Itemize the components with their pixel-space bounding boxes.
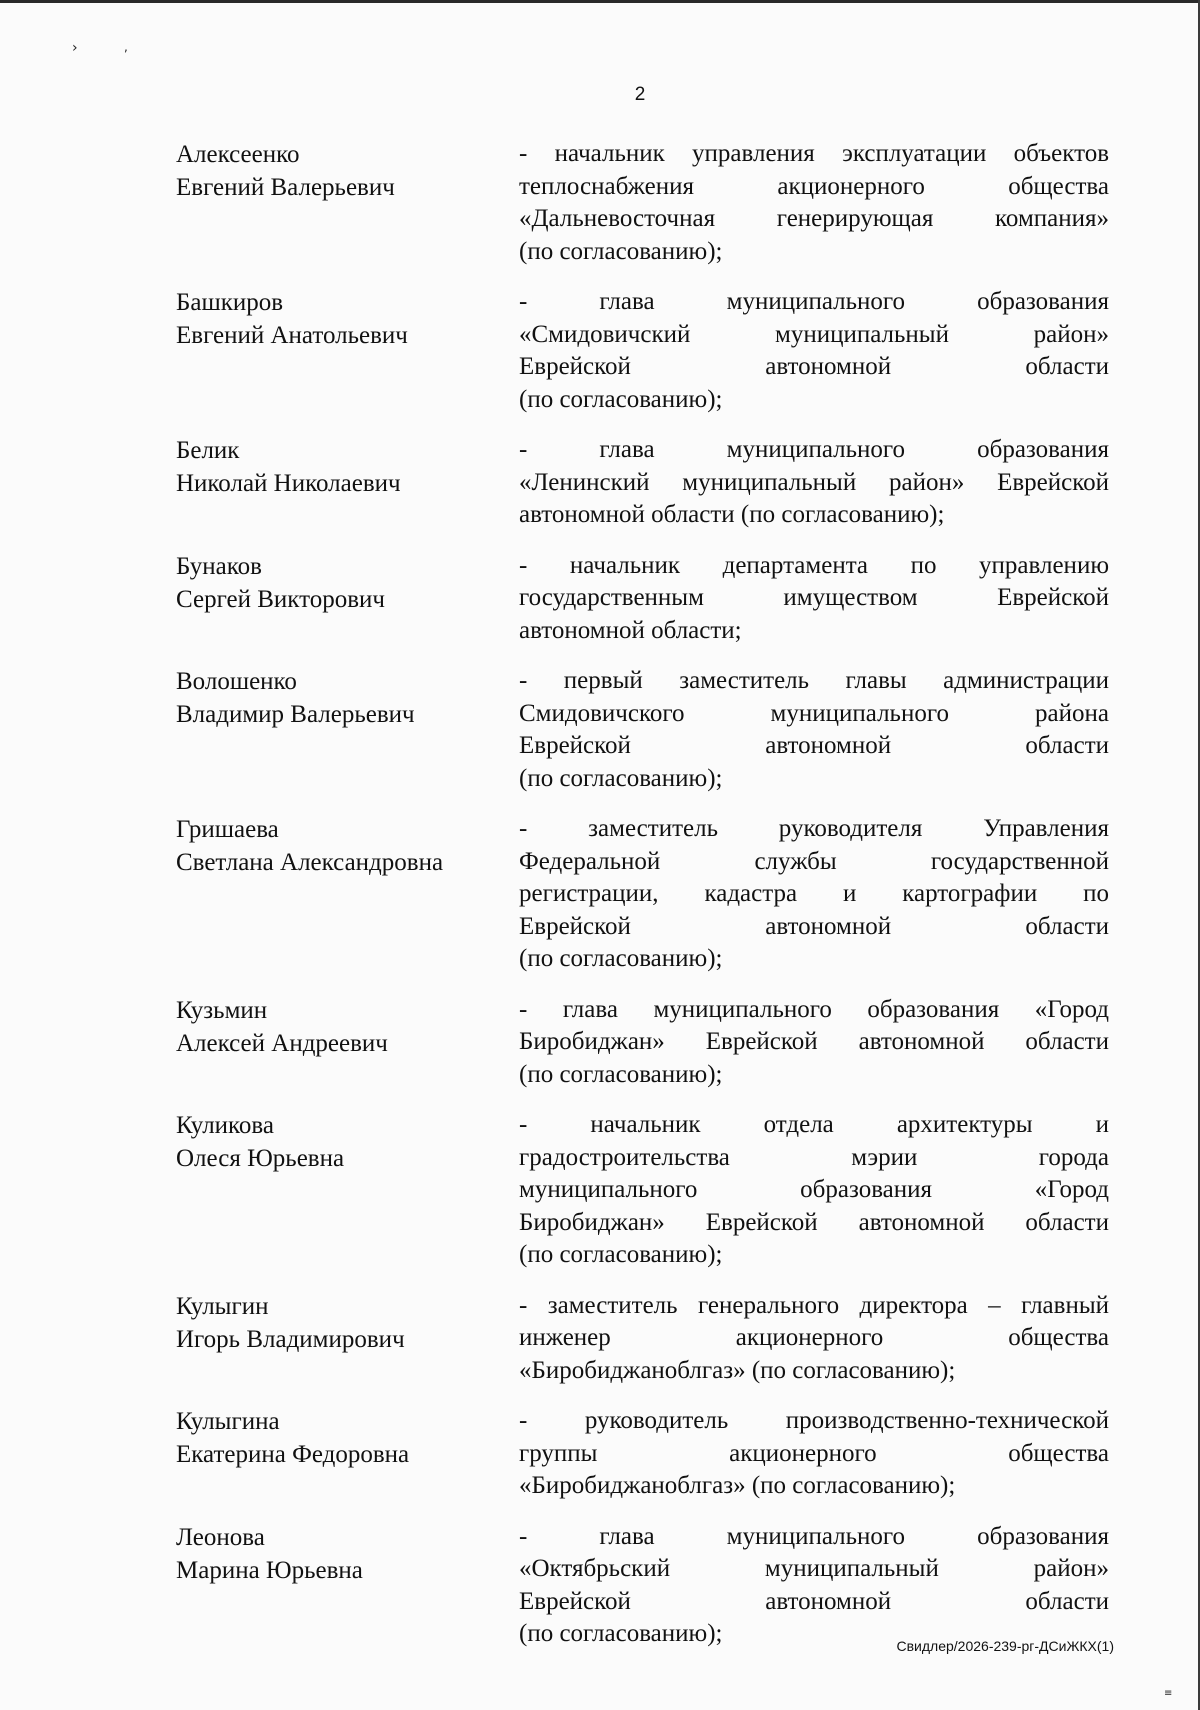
members-list xyxy=(176,138,1108,1651)
member-surname: Куликова xyxy=(176,1112,274,1139)
document-reference: Свидлер/2026-239-рг-ДСиЖКХ(1) xyxy=(896,1638,1114,1654)
position-line: «Смидовичский муниципальный район» xyxy=(519,320,1109,348)
member-name xyxy=(176,994,519,1092)
member-name xyxy=(176,434,519,532)
position-line: (по согласованию); xyxy=(519,1620,723,1647)
position-line: «Октябрьский муниципальный район» xyxy=(519,1555,1109,1582)
position-line: «Ленинский муниципальный район» Еврейской xyxy=(519,468,1109,496)
member-name xyxy=(176,813,519,976)
position-line: - глава муниципального образования «Город xyxy=(519,995,1109,1023)
member-name xyxy=(176,1521,519,1651)
member-name xyxy=(176,665,519,795)
position-line: - глава муниципального образования xyxy=(519,1522,1109,1550)
position-line: группы акционерного общества xyxy=(519,1439,1109,1467)
member-given-names: Сергей Викторович xyxy=(176,585,385,613)
position-line: - руководитель производственно-технической xyxy=(519,1407,1109,1434)
member-given-names: Олеся Юрьевна xyxy=(176,1145,345,1172)
position-line: - заместитель руководителя Управления xyxy=(519,815,1109,842)
position-line: - первый заместитель главы администрации xyxy=(519,667,1109,694)
member-name xyxy=(176,1109,519,1272)
position-line: Еврейской автономной области xyxy=(519,1587,1109,1615)
member-given-names: Владимир Валерьевич xyxy=(176,701,415,728)
member-position xyxy=(519,138,1109,268)
position-line: «Дальневосточная генерирующая компания» xyxy=(519,205,1109,232)
member-position xyxy=(519,550,1109,648)
position-line: Еврейской автономной области xyxy=(519,353,1109,380)
member-surname: Волошенко xyxy=(176,668,297,695)
member-position xyxy=(519,286,1109,416)
position-line: Смидовичского муниципального района xyxy=(519,699,1109,727)
member-name xyxy=(176,286,519,416)
member-name xyxy=(176,1290,519,1388)
member-surname: Бунаков xyxy=(176,552,262,580)
member-given-names: Николай Николаевич xyxy=(176,470,401,497)
position-line: Биробиджан» Еврейской автономной области xyxy=(519,1028,1109,1055)
position-line: Еврейской автономной области xyxy=(519,732,1109,759)
position-line: «Биробиджаноблгаз» (по согласованию); xyxy=(519,1472,956,1499)
member-row xyxy=(176,994,1108,1092)
position-line: Еврейской автономной области xyxy=(519,912,1109,940)
position-line: муниципального образования «Город xyxy=(519,1176,1109,1203)
position-line: (по согласованию); xyxy=(519,1241,723,1268)
position-line: - глава муниципального образования xyxy=(519,288,1109,315)
member-given-names: Алексей Андреевич xyxy=(176,1029,388,1057)
member-surname: Башкиров xyxy=(176,289,284,316)
member-row xyxy=(176,550,1108,648)
member-row xyxy=(176,1290,1108,1388)
member-row xyxy=(176,665,1108,795)
member-surname: Кулыгин xyxy=(176,1292,269,1320)
position-line: автономной области (по согласованию); xyxy=(519,501,945,528)
position-line: автономной области; xyxy=(519,616,742,644)
position-line: - начальник управления эксплуатации объектов xyxy=(519,140,1109,167)
member-position xyxy=(519,434,1109,532)
member-surname: Кузьмин xyxy=(176,996,268,1024)
position-line: теплоснабжения акционерного общества xyxy=(519,172,1109,200)
position-line: (по согласованию); xyxy=(519,237,723,265)
member-given-names: Светлана Александровна xyxy=(176,849,444,876)
member-given-names: Игорь Владимирович xyxy=(176,1325,405,1353)
position-line: (по согласованию); xyxy=(519,385,723,413)
member-surname: Леонова xyxy=(176,1523,265,1551)
member-surname: Кулыгина xyxy=(176,1408,280,1435)
member-row xyxy=(176,813,1108,976)
member-surname: Алексеенко xyxy=(176,141,300,168)
position-line: (по согласованию); xyxy=(519,764,723,792)
position-line: регистрации, кадастра и картографии по xyxy=(519,880,1109,907)
member-position xyxy=(519,1521,1109,1651)
member-row xyxy=(176,1405,1108,1503)
position-line: градостроительства мэрии города xyxy=(519,1143,1109,1171)
position-line: (по согласованию); xyxy=(519,945,723,972)
page-number: 2 xyxy=(634,84,646,105)
member-position xyxy=(519,1405,1109,1503)
member-position xyxy=(519,665,1109,795)
position-line: инженер акционерного общества xyxy=(519,1324,1109,1351)
scan-top-edge xyxy=(0,0,1200,3)
position-line: «Биробиджаноблгаз» (по согласованию); xyxy=(519,1356,956,1384)
member-row xyxy=(176,1109,1108,1272)
scan-speck: › xyxy=(72,40,78,56)
position-line: - начальник отдела архитектуры и xyxy=(519,1111,1109,1138)
position-line: Федеральной службы государственной xyxy=(519,847,1109,875)
position-line: государственным имуществом Еврейской xyxy=(519,584,1109,611)
member-position xyxy=(519,813,1109,976)
position-line: - начальник департамента по управлению xyxy=(519,551,1109,579)
position-line: - заместитель генерального директора – главный xyxy=(519,1291,1109,1319)
member-given-names: Евгений Анатольевич xyxy=(176,322,408,349)
member-position xyxy=(519,1109,1109,1272)
member-row xyxy=(176,434,1108,532)
member-position xyxy=(519,994,1109,1092)
member-row xyxy=(176,286,1108,416)
member-surname: Белик xyxy=(176,437,240,464)
member-row xyxy=(176,138,1108,268)
member-given-names: Марина Юрьевна xyxy=(176,1556,363,1584)
position-line: Биробиджан» Еврейской автономной области xyxy=(519,1208,1109,1236)
member-given-names: Екатерина Федоровна xyxy=(176,1441,410,1468)
member-given-names: Евгений Валерьевич xyxy=(176,174,395,201)
member-name xyxy=(176,138,519,268)
scan-speck: ≡ xyxy=(1164,1688,1173,1699)
member-surname: Гришаева xyxy=(176,816,279,843)
member-name xyxy=(176,550,519,648)
position-line: - глава муниципального образования xyxy=(519,436,1109,463)
member-name xyxy=(176,1405,519,1503)
position-line: (по согласованию); xyxy=(519,1060,723,1088)
member-row xyxy=(176,1521,1108,1651)
scan-speck: , xyxy=(124,40,128,54)
member-position xyxy=(519,1290,1109,1388)
